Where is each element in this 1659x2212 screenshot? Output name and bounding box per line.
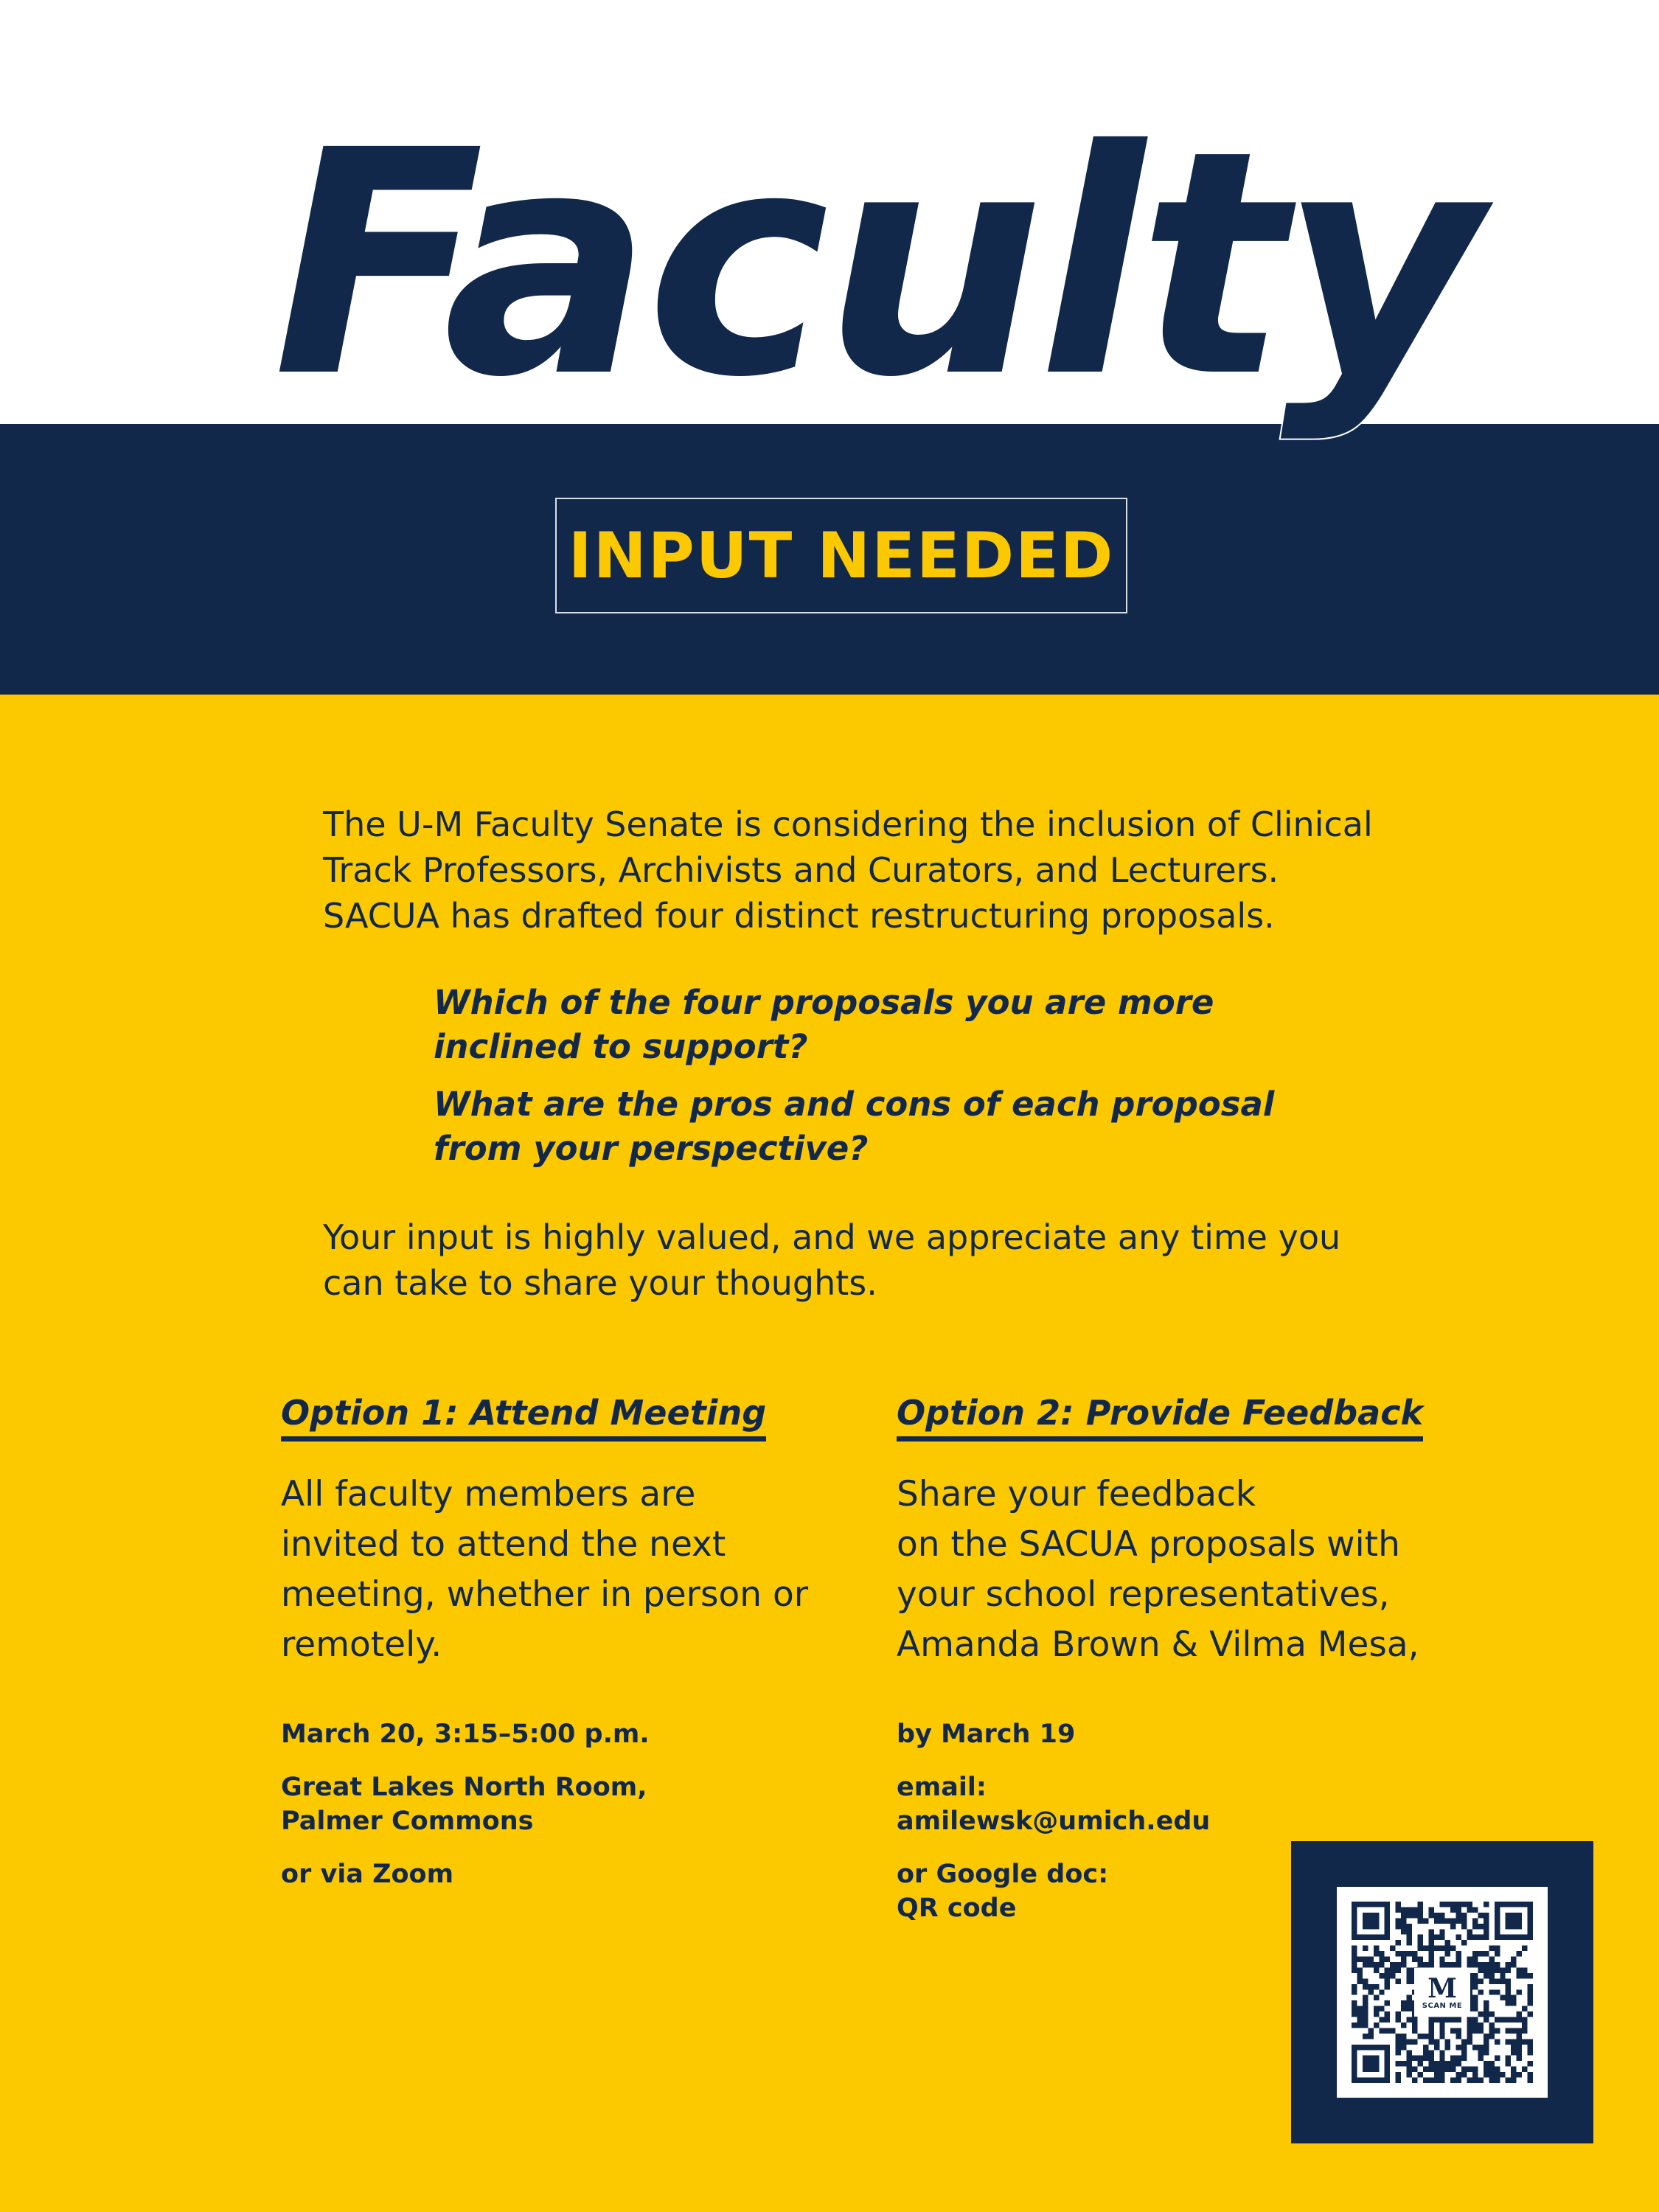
question-2-line-2: from your perspective? [434,1129,869,1168]
block-m-logo: M [1427,1972,1457,2004]
option-2-body: Share your feedback on the SACUA proposals with your school representatives, Amanda Brown & Vilma Mesa, [897,1474,1419,1665]
option-1-date: March 20, 3:15–5:00 p.m. [281,1719,650,1749]
intro-line: Track Professors, Archivists and Curators, and Lecturers. [323,850,1279,890]
question-2 [434,1082,1318,1171]
option-1-location: Great Lakes North Room, Palmer Commons [281,1773,647,1836]
closing-line: can take to share your thoughts. [323,1263,877,1303]
closing-line: Your input is highly valued, and we appreciate any time you [323,1217,1341,1257]
option-1-heading: Option 1: Attend Meeting [281,1392,766,1441]
qr-logo-badge [1414,1968,1470,2017]
question-1-line-1: Which of the four proposals you are more [434,983,1214,1022]
scan-me-label: SCAN ME [1422,2001,1463,2010]
input-needed-box [555,498,1127,613]
headline-faculty: Faculty [273,85,1477,445]
intro-line: SACUA has drafted four distinct restructuring proposals. [323,896,1275,936]
question-1 [434,981,1318,1069]
option-2-email: email: amilewsk@umich.edu [897,1773,1211,1836]
option-1-column [281,1392,871,1891]
option-1-body: All faculty members are invited to attend the next meeting, whether in person or remotely. [281,1474,809,1665]
qr-code-panel[interactable] [1337,1887,1548,2098]
intro-line: The U-M Faculty Senate is considering the inclusion of Clinical [323,804,1373,844]
option-1-zoom: or via Zoom [281,1860,454,1889]
option-2-google-doc: or Google doc: QR code [897,1860,1109,1923]
questions-block [434,981,1318,1171]
input-needed-label: INPUT NEEDED [568,518,1115,593]
question-2-line-1: What are the pros and cons of each proposal [434,1085,1275,1124]
option-2-deadline: by March 19 [897,1719,1076,1749]
option-2-heading: Option 2: Provide Feedback [897,1392,1423,1441]
question-1-line-2: inclined to support? [434,1027,808,1066]
qr-code-frame [1291,1841,1593,2143]
intro-paragraph [323,801,1429,939]
closing-paragraph [323,1214,1429,1306]
